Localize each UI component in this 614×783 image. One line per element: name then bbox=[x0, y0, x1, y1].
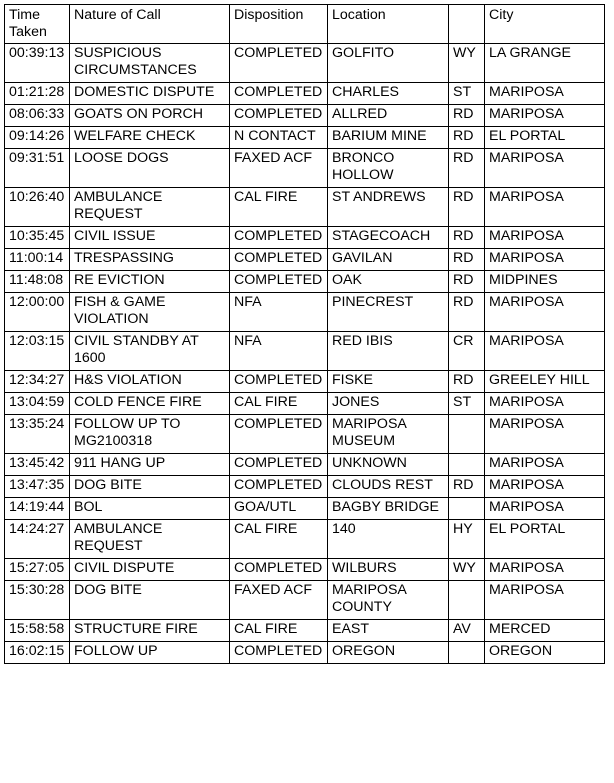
cell-location: PINECREST bbox=[328, 293, 449, 332]
cell-time: 14:19:44 bbox=[5, 498, 70, 520]
table-row bbox=[5, 476, 605, 498]
cell-nature-of-call: STRUCTURE FIRE bbox=[70, 620, 230, 642]
cell-street-suffix: HY bbox=[449, 520, 485, 559]
cell-street-suffix bbox=[449, 581, 485, 620]
cell-disposition: COMPLETED bbox=[230, 415, 328, 454]
cell-time: 10:35:45 bbox=[5, 227, 70, 249]
cell-street-suffix: RD bbox=[449, 227, 485, 249]
cell-nature-of-call: COLD FENCE FIRE bbox=[70, 393, 230, 415]
header-row bbox=[5, 5, 605, 44]
cell-nature-of-call: AMBULANCE REQUEST bbox=[70, 520, 230, 559]
table-row bbox=[5, 227, 605, 249]
table-row bbox=[5, 271, 605, 293]
cell-nature-of-call: CIVIL STANDBY AT 1600 bbox=[70, 332, 230, 371]
cell-city: MARIPOSA bbox=[485, 293, 605, 332]
cell-location: EAST bbox=[328, 620, 449, 642]
cell-city: GREELEY HILL bbox=[485, 371, 605, 393]
table-row bbox=[5, 249, 605, 271]
header-street-suffix bbox=[449, 5, 485, 44]
table-row bbox=[5, 393, 605, 415]
cell-city: MARIPOSA bbox=[485, 332, 605, 371]
call-log-page bbox=[4, 4, 608, 664]
cell-time: 12:00:00 bbox=[5, 293, 70, 332]
cell-time: 13:47:35 bbox=[5, 476, 70, 498]
cell-city: MARIPOSA bbox=[485, 149, 605, 188]
cell-disposition: COMPLETED bbox=[230, 44, 328, 83]
cell-disposition: CAL FIRE bbox=[230, 393, 328, 415]
cell-street-suffix: RD bbox=[449, 271, 485, 293]
cell-nature-of-call: CIVIL DISPUTE bbox=[70, 559, 230, 581]
cell-location: ALLRED bbox=[328, 105, 449, 127]
cell-street-suffix: ST bbox=[449, 83, 485, 105]
cell-disposition: COMPLETED bbox=[230, 105, 328, 127]
cell-street-suffix bbox=[449, 415, 485, 454]
table-row bbox=[5, 371, 605, 393]
cell-nature-of-call: H&S VIOLATION bbox=[70, 371, 230, 393]
table-row bbox=[5, 581, 605, 620]
cell-time: 01:21:28 bbox=[5, 83, 70, 105]
cell-street-suffix: RD bbox=[449, 476, 485, 498]
cell-street-suffix bbox=[449, 642, 485, 664]
cell-location: WILBURS bbox=[328, 559, 449, 581]
cell-street-suffix: WY bbox=[449, 559, 485, 581]
cell-location: OREGON bbox=[328, 642, 449, 664]
cell-street-suffix: RD bbox=[449, 105, 485, 127]
cell-nature-of-call: WELFARE CHECK bbox=[70, 127, 230, 149]
cell-location: RED IBIS bbox=[328, 332, 449, 371]
cell-city: MARIPOSA bbox=[485, 393, 605, 415]
cell-disposition: COMPLETED bbox=[230, 271, 328, 293]
cell-street-suffix: RD bbox=[449, 293, 485, 332]
cell-nature-of-call: 911 HANG UP bbox=[70, 454, 230, 476]
table-row bbox=[5, 415, 605, 454]
table-row bbox=[5, 149, 605, 188]
cell-disposition: NFA bbox=[230, 332, 328, 371]
cell-time: 08:06:33 bbox=[5, 105, 70, 127]
cell-street-suffix: ST bbox=[449, 393, 485, 415]
cell-city: MERCED bbox=[485, 620, 605, 642]
header-time-taken: Time Taken bbox=[5, 5, 70, 44]
cell-disposition: FAXED ACF bbox=[230, 581, 328, 620]
table-row bbox=[5, 44, 605, 83]
cell-city: MARIPOSA bbox=[485, 105, 605, 127]
cell-nature-of-call: GOATS ON PORCH bbox=[70, 105, 230, 127]
table-row bbox=[5, 498, 605, 520]
cell-location: CHARLES bbox=[328, 83, 449, 105]
table-row bbox=[5, 520, 605, 559]
cell-city: OREGON bbox=[485, 642, 605, 664]
cell-city: LA GRANGE bbox=[485, 44, 605, 83]
cell-location: BAGBY BRIDGE bbox=[328, 498, 449, 520]
cell-time: 10:26:40 bbox=[5, 188, 70, 227]
cell-time: 14:24:27 bbox=[5, 520, 70, 559]
cell-nature-of-call: DOMESTIC DISPUTE bbox=[70, 83, 230, 105]
cell-street-suffix bbox=[449, 498, 485, 520]
header-disposition: Disposition bbox=[230, 5, 328, 44]
cell-time: 11:00:14 bbox=[5, 249, 70, 271]
cell-location: 140 bbox=[328, 520, 449, 559]
cell-time: 13:35:24 bbox=[5, 415, 70, 454]
cell-location: UNKNOWN bbox=[328, 454, 449, 476]
cell-disposition: CAL FIRE bbox=[230, 620, 328, 642]
call-log-table bbox=[4, 4, 605, 664]
cell-street-suffix: RD bbox=[449, 188, 485, 227]
cell-disposition: FAXED ACF bbox=[230, 149, 328, 188]
cell-nature-of-call: DOG BITE bbox=[70, 581, 230, 620]
cell-location: MARIPOSA MUSEUM bbox=[328, 415, 449, 454]
table-row bbox=[5, 332, 605, 371]
cell-nature-of-call: FISH & GAME VIOLATION bbox=[70, 293, 230, 332]
cell-time: 09:31:51 bbox=[5, 149, 70, 188]
table-row bbox=[5, 188, 605, 227]
cell-city: MARIPOSA bbox=[485, 581, 605, 620]
cell-location: STAGECOACH bbox=[328, 227, 449, 249]
cell-city: MARIPOSA bbox=[485, 559, 605, 581]
cell-disposition: NFA bbox=[230, 293, 328, 332]
call-log-body bbox=[5, 44, 605, 664]
cell-location: MARIPOSA COUNTY bbox=[328, 581, 449, 620]
cell-time: 16:02:15 bbox=[5, 642, 70, 664]
cell-nature-of-call: SUSPICIOUS CIRCUMSTANCES bbox=[70, 44, 230, 83]
cell-city: MIDPINES bbox=[485, 271, 605, 293]
table-row bbox=[5, 83, 605, 105]
header-nature-of-call: Nature of Call bbox=[70, 5, 230, 44]
cell-city: MARIPOSA bbox=[485, 188, 605, 227]
table-row bbox=[5, 620, 605, 642]
cell-time: 13:04:59 bbox=[5, 393, 70, 415]
cell-disposition: COMPLETED bbox=[230, 227, 328, 249]
cell-nature-of-call: CIVIL ISSUE bbox=[70, 227, 230, 249]
cell-nature-of-call: FOLLOW UP bbox=[70, 642, 230, 664]
cell-time: 15:27:05 bbox=[5, 559, 70, 581]
cell-time: 11:48:08 bbox=[5, 271, 70, 293]
cell-nature-of-call: DOG BITE bbox=[70, 476, 230, 498]
cell-time: 15:30:28 bbox=[5, 581, 70, 620]
table-row bbox=[5, 559, 605, 581]
cell-disposition: COMPLETED bbox=[230, 83, 328, 105]
cell-disposition: CAL FIRE bbox=[230, 188, 328, 227]
cell-disposition: GOA/UTL bbox=[230, 498, 328, 520]
cell-time: 12:34:27 bbox=[5, 371, 70, 393]
cell-time: 12:03:15 bbox=[5, 332, 70, 371]
cell-street-suffix: RD bbox=[449, 249, 485, 271]
header-city: City bbox=[485, 5, 605, 44]
cell-location: BRONCO HOLLOW bbox=[328, 149, 449, 188]
cell-time: 09:14:26 bbox=[5, 127, 70, 149]
cell-location: OAK bbox=[328, 271, 449, 293]
cell-nature-of-call: FOLLOW UP TO MG2100318 bbox=[70, 415, 230, 454]
cell-street-suffix: WY bbox=[449, 44, 485, 83]
cell-street-suffix: RD bbox=[449, 149, 485, 188]
cell-location: BARIUM MINE bbox=[328, 127, 449, 149]
cell-disposition: COMPLETED bbox=[230, 642, 328, 664]
cell-street-suffix: AV bbox=[449, 620, 485, 642]
table-row bbox=[5, 642, 605, 664]
cell-location: FISKE bbox=[328, 371, 449, 393]
cell-street-suffix: CR bbox=[449, 332, 485, 371]
cell-time: 15:58:58 bbox=[5, 620, 70, 642]
cell-city: MARIPOSA bbox=[485, 454, 605, 476]
cell-street-suffix: RD bbox=[449, 127, 485, 149]
cell-disposition: CAL FIRE bbox=[230, 520, 328, 559]
cell-location: ST ANDREWS bbox=[328, 188, 449, 227]
cell-nature-of-call: AMBULANCE REQUEST bbox=[70, 188, 230, 227]
cell-city: EL PORTAL bbox=[485, 127, 605, 149]
cell-disposition: COMPLETED bbox=[230, 249, 328, 271]
cell-disposition: COMPLETED bbox=[230, 371, 328, 393]
cell-city: MARIPOSA bbox=[485, 83, 605, 105]
cell-city: MARIPOSA bbox=[485, 249, 605, 271]
cell-city: EL PORTAL bbox=[485, 520, 605, 559]
cell-disposition: COMPLETED bbox=[230, 476, 328, 498]
cell-nature-of-call: LOOSE DOGS bbox=[70, 149, 230, 188]
cell-disposition: COMPLETED bbox=[230, 454, 328, 476]
cell-nature-of-call: RE EVICTION bbox=[70, 271, 230, 293]
cell-location: JONES bbox=[328, 393, 449, 415]
table-row bbox=[5, 454, 605, 476]
cell-city: MARIPOSA bbox=[485, 227, 605, 249]
cell-nature-of-call: BOL bbox=[70, 498, 230, 520]
cell-location: GOLFITO bbox=[328, 44, 449, 83]
cell-city: MARIPOSA bbox=[485, 415, 605, 454]
cell-time: 13:45:42 bbox=[5, 454, 70, 476]
cell-city: MARIPOSA bbox=[485, 498, 605, 520]
cell-time: 00:39:13 bbox=[5, 44, 70, 83]
table-row bbox=[5, 293, 605, 332]
cell-street-suffix: RD bbox=[449, 371, 485, 393]
cell-nature-of-call: TRESPASSING bbox=[70, 249, 230, 271]
cell-disposition: COMPLETED bbox=[230, 559, 328, 581]
cell-city: MARIPOSA bbox=[485, 476, 605, 498]
cell-street-suffix bbox=[449, 454, 485, 476]
cell-location: GAVILAN bbox=[328, 249, 449, 271]
cell-location: CLOUDS REST bbox=[328, 476, 449, 498]
table-row bbox=[5, 105, 605, 127]
header-location: Location bbox=[328, 5, 449, 44]
table-row bbox=[5, 127, 605, 149]
cell-disposition: N CONTACT bbox=[230, 127, 328, 149]
